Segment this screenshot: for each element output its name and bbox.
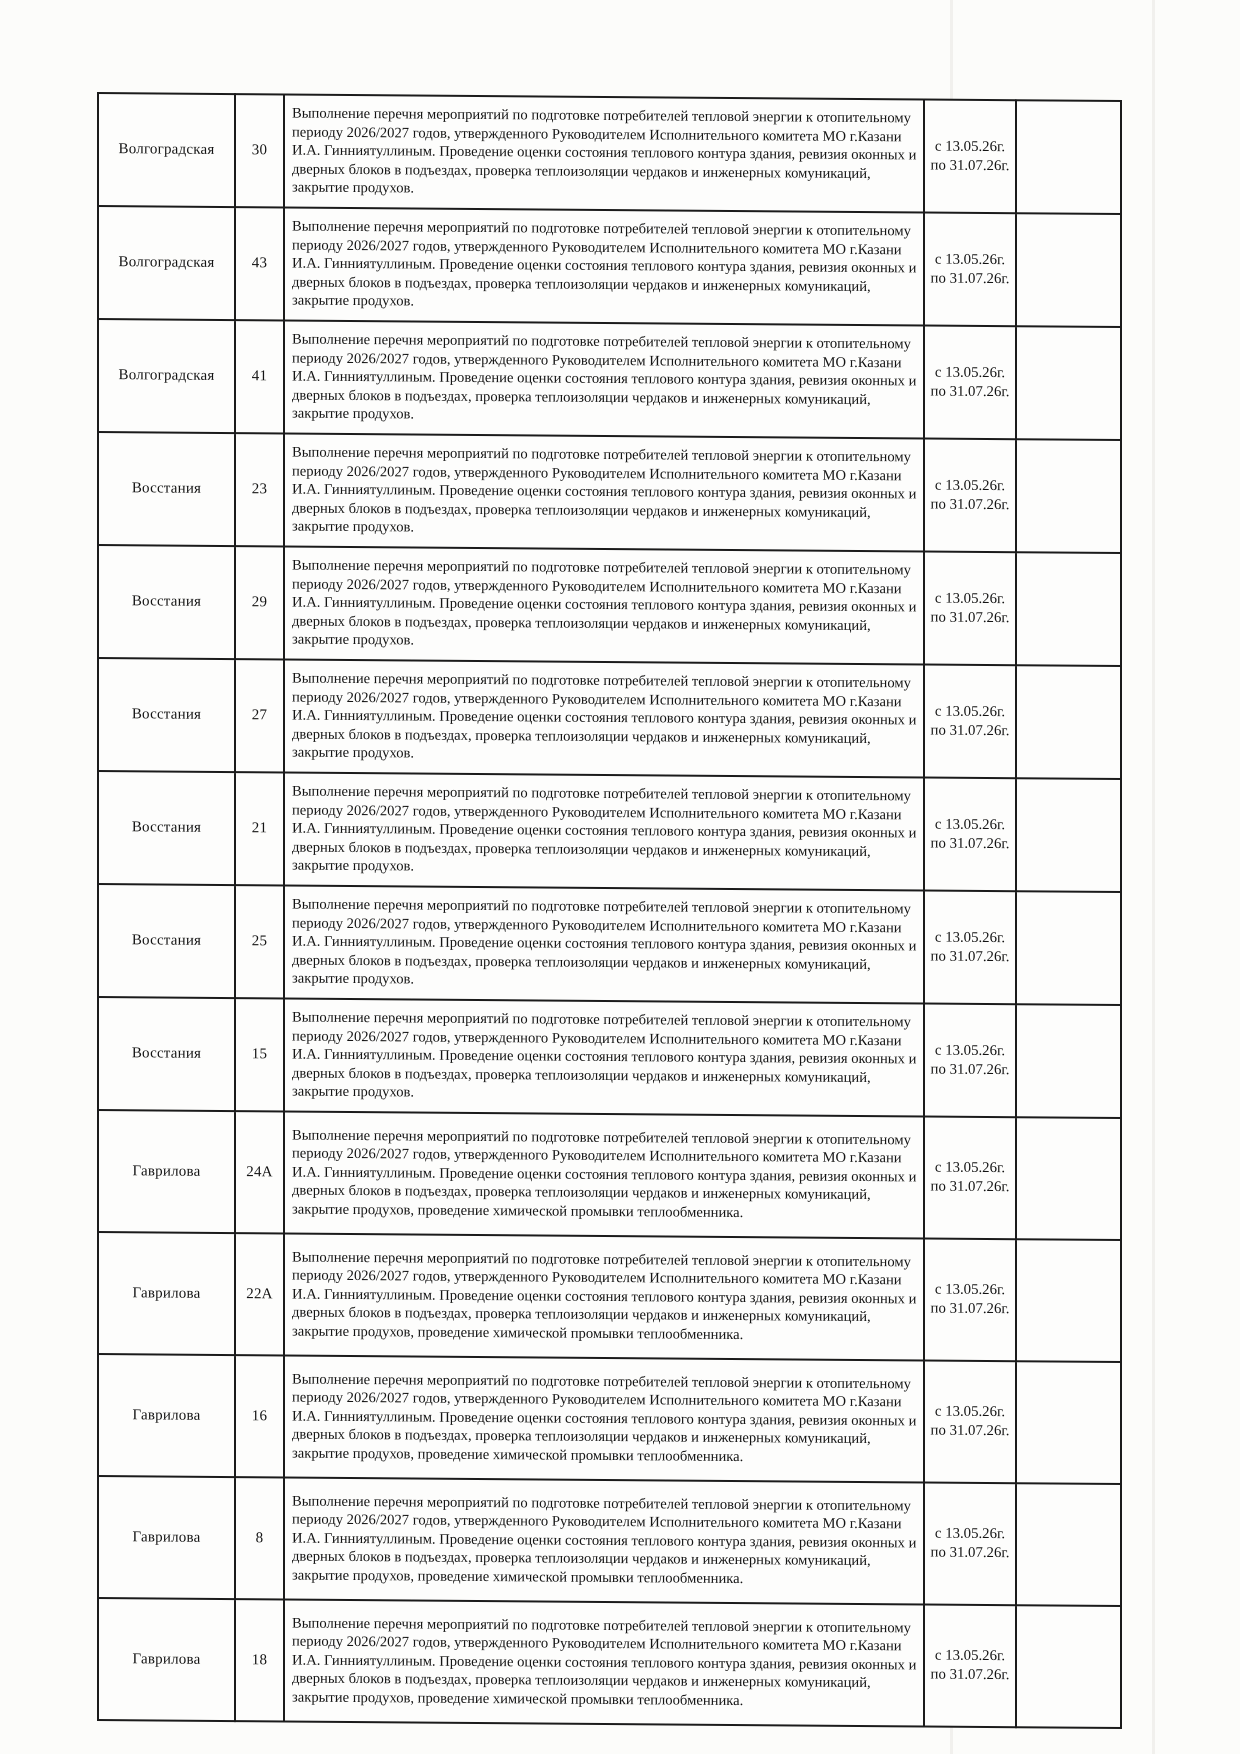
period-cell xyxy=(924,1116,1016,1239)
description-cell: Выполнение перечня мероприятий по подготовке потребителей тепловой энергии к отопительному периоду 2026/2027 годов, утвержденного Руководителем Исполнительного комитета МО г.Казани И.А. Гинниятуллиным. Проведение оценки состояния теплового контура здания, ревизия оконных и дверных блоков в подъездах, проверка теплоизоляции чердаков и инженерных комуникаций, закрытие продухов, проведение химической промывки теплообменника. xyxy=(284,1477,924,1604)
notes-cell xyxy=(1016,326,1121,440)
period-cell xyxy=(924,890,1016,1004)
house-number-cell: 23 xyxy=(235,433,284,546)
period-cell xyxy=(924,551,1016,665)
description-cell: Выполнение перечня мероприятий по подготовке потребителей тепловой энергии к отопительному периоду 2026/2027 годов, утвержденного Руководителем Исполнительного комитета МО г.Казани И.А. Гинниятуллиным. Проведение оценки состояния теплового контура здания, ревизия оконных и дверных блоков в подъездах, проверка теплоизоляции чердаков и инженерных комуникаций, закрытие продухов. xyxy=(284,546,924,664)
street-cell: Восстания xyxy=(98,658,235,772)
description-cell: Выполнение перечня мероприятий по подготовке потребителей тепловой энергии к отопительному периоду 2026/2027 годов, утвержденного Руководителем Исполнительного комитета МО г.Казани И.А. Гинниятуллиным. Проведение оценки состояния теплового контура здания, ревизия оконных и дверных блоков в подъездах, проверка теплоизоляции чердаков и инженерных комуникаций, закрытие продухов, проведение химической промывки теплообменника. xyxy=(284,1355,924,1482)
notes-cell xyxy=(1016,778,1121,892)
period-to: по 31.07.26г. xyxy=(930,1178,1010,1196)
description-cell: Выполнение перечня мероприятий по подготовке потребителей тепловой энергии к отопительному периоду 2026/2027 годов, утвержденного Руководителем Исполнительного комитета МО г.Казани И.А. Гинниятуллиным. Проведение оценки состояния теплового контура здания, ревизия оконных и дверных блоков в подъездах, проверка теплоизоляции чердаков и инженерных комуникаций, закрытие продухов. xyxy=(284,207,924,325)
street-cell: Гаврилова xyxy=(98,1354,235,1477)
period-cell xyxy=(924,1604,1016,1727)
description-cell: Выполнение перечня мероприятий по подготовке потребителей тепловой энергии к отопительному периоду 2026/2027 годов, утвержденного Руководителем Исполнительного комитета МО г.Казани И.А. Гинниятуллиным. Проведение оценки состояния теплового контура здания, ревизия оконных и дверных блоков в подъездах, проверка теплоизоляции чердаков и инженерных комуникаций, закрытие продухов. xyxy=(284,659,924,777)
description-cell: Выполнение перечня мероприятий по подготовке потребителей тепловой энергии к отопительному периоду 2026/2027 годов, утвержденного Руководителем Исполнительного комитета МО г.Казани И.А. Гинниятуллиным. Проведение оценки состояния теплового контура здания, ревизия оконных и дверных блоков в подъездах, проверка теплоизоляции чердаков и инженерных комуникаций, закрытие продухов. xyxy=(284,320,924,438)
period-from: с 13.05.26г. xyxy=(934,703,1006,720)
table-row xyxy=(98,93,1121,214)
period-to: по 31.07.26г. xyxy=(930,835,1010,852)
house-number-cell: 16 xyxy=(235,1355,284,1477)
period-from: с 13.05.26г. xyxy=(934,590,1006,607)
period-to: по 31.07.26г. xyxy=(930,948,1010,965)
period-to: по 31.07.26г. xyxy=(930,1544,1010,1562)
period-to: по 31.07.26г. xyxy=(930,270,1010,287)
period-from: с 13.05.26г. xyxy=(934,1159,1006,1177)
house-number-cell: 41 xyxy=(235,320,284,433)
notes-cell xyxy=(1016,552,1121,666)
period-cell xyxy=(924,1238,1016,1361)
table-row xyxy=(98,997,1121,1118)
period-cell xyxy=(924,212,1016,326)
period-cell xyxy=(924,1482,1016,1605)
period-to: по 31.07.26г. xyxy=(930,1422,1010,1440)
street-cell: Гаврилова xyxy=(98,1232,235,1355)
street-cell: Волгоградская xyxy=(98,93,235,207)
period-to: по 31.07.26г. xyxy=(930,609,1010,626)
period-cell xyxy=(924,325,1016,439)
table-row xyxy=(98,658,1121,779)
scan-streak-artifact xyxy=(1152,0,1155,1754)
period-cell xyxy=(924,438,1016,552)
table-row xyxy=(98,1354,1121,1484)
street-cell: Гаврилова xyxy=(98,1110,235,1233)
notes-cell xyxy=(1016,1004,1121,1118)
period-from: с 13.05.26г. xyxy=(934,1042,1006,1059)
period-from: с 13.05.26г. xyxy=(934,138,1006,155)
table-row xyxy=(98,319,1121,440)
table-row xyxy=(98,545,1121,666)
period-cell xyxy=(924,664,1016,778)
period-to: по 31.07.26г. xyxy=(930,496,1010,513)
period-from: с 13.05.26г. xyxy=(934,1525,1006,1543)
period-to: по 31.07.26г. xyxy=(930,722,1010,739)
table-row xyxy=(98,1598,1121,1728)
period-to: по 31.07.26г. xyxy=(930,1666,1010,1684)
house-number-cell: 8 xyxy=(235,1477,284,1599)
period-to: по 31.07.26г. xyxy=(930,157,1010,174)
street-cell: Восстания xyxy=(98,997,235,1111)
period-cell xyxy=(924,1360,1016,1483)
table-row xyxy=(98,1232,1121,1362)
notes-cell xyxy=(1016,891,1121,1005)
works-schedule-table xyxy=(97,92,1122,1729)
table-row xyxy=(98,771,1121,892)
notes-cell xyxy=(1016,100,1121,214)
street-cell: Восстания xyxy=(98,884,235,998)
description-cell: Выполнение перечня мероприятий по подготовке потребителей тепловой энергии к отопительному периоду 2026/2027 годов, утвержденного Руководителем Исполнительного комитета МО г.Казани И.А. Гинниятуллиным. Проведение оценки состояния теплового контура здания, ревизия оконных и дверных блоков в подъездах, проверка теплоизоляции чердаков и инженерных комуникаций, закрытие продухов. xyxy=(284,94,924,212)
notes-cell xyxy=(1016,1117,1121,1240)
house-number-cell: 27 xyxy=(235,659,284,772)
house-number-cell: 18 xyxy=(235,1599,284,1721)
period-to: по 31.07.26г. xyxy=(930,1061,1010,1078)
notes-cell xyxy=(1016,439,1121,553)
description-cell: Выполнение перечня мероприятий по подготовке потребителей тепловой энергии к отопительному периоду 2026/2027 годов, утвержденного Руководителем Исполнительного комитета МО г.Казани И.А. Гинниятуллиным. Проведение оценки состояния теплового контура здания, ревизия оконных и дверных блоков в подъездах, проверка теплоизоляции чердаков и инженерных комуникаций, закрытие продухов. xyxy=(284,433,924,551)
period-cell xyxy=(924,777,1016,891)
street-cell: Восстания xyxy=(98,432,235,546)
notes-cell xyxy=(1016,1239,1121,1362)
house-number-cell: 15 xyxy=(235,998,284,1111)
street-cell: Волгоградская xyxy=(98,206,235,320)
period-from: с 13.05.26г. xyxy=(934,477,1006,494)
notes-cell xyxy=(1016,1483,1121,1606)
notes-cell xyxy=(1016,213,1121,327)
description-cell: Выполнение перечня мероприятий по подготовке потребителей тепловой энергии к отопительному периоду 2026/2027 годов, утвержденного Руководителем Исполнительного комитета МО г.Казани И.А. Гинниятуллиным. Проведение оценки состояния теплового контура здания, ревизия оконных и дверных блоков в подъездах, проверка теплоизоляции чердаков и инженерных комуникаций, закрытие продухов. xyxy=(284,998,924,1116)
table-row xyxy=(98,206,1121,327)
description-cell: Выполнение перечня мероприятий по подготовке потребителей тепловой энергии к отопительному периоду 2026/2027 годов, утвержденного Руководителем Исполнительного комитета МО г.Казани И.А. Гинниятуллиным. Проведение оценки состояния теплового контура здания, ревизия оконных и дверных блоков в подъездах, проверка теплоизоляции чердаков и инженерных комуникаций, закрытие продухов. xyxy=(284,772,924,890)
description-cell: Выполнение перечня мероприятий по подготовке потребителей тепловой энергии к отопительному периоду 2026/2027 годов, утвержденного Руководителем Исполнительного комитета МО г.Казани И.А. Гинниятуллиным. Проведение оценки состояния теплового контура здания, ревизия оконных и дверных блоков в подъездах, проверка теплоизоляции чердаков и инженерных комуникаций, закрытие продухов. xyxy=(284,885,924,1003)
notes-cell xyxy=(1016,1361,1121,1484)
description-cell: Выполнение перечня мероприятий по подготовке потребителей тепловой энергии к отопительному периоду 2026/2027 годов, утвержденного Руководителем Исполнительного комитета МО г.Казани И.А. Гинниятуллиным. Проведение оценки состояния теплового контура здания, ревизия оконных и дверных блоков в подъездах, проверка теплоизоляции чердаков и инженерных комуникаций, закрытие продухов, проведение химической промывки теплообменника. xyxy=(284,1599,924,1726)
table-row xyxy=(98,1476,1121,1606)
period-to: по 31.07.26г. xyxy=(930,1300,1010,1318)
table-row xyxy=(98,1110,1121,1240)
street-cell: Восстания xyxy=(98,545,235,659)
period-from: с 13.05.26г. xyxy=(934,1647,1006,1665)
street-cell: Гаврилова xyxy=(98,1598,235,1721)
period-from: с 13.05.26г. xyxy=(934,929,1006,946)
notes-cell xyxy=(1016,1605,1121,1728)
house-number-cell: 29 xyxy=(235,546,284,659)
street-cell: Гаврилова xyxy=(98,1476,235,1599)
period-from: с 13.05.26г. xyxy=(934,251,1006,268)
house-number-cell: 25 xyxy=(235,885,284,998)
street-cell: Волгоградская xyxy=(98,319,235,433)
period-cell xyxy=(924,99,1016,213)
period-from: с 13.05.26г. xyxy=(934,364,1006,381)
street-cell: Восстания xyxy=(98,771,235,885)
period-from: с 13.05.26г. xyxy=(934,816,1006,833)
table-row xyxy=(98,432,1121,553)
table-body xyxy=(98,93,1121,1728)
works-schedule-table-wrap xyxy=(97,92,1122,1729)
period-from: с 13.05.26г. xyxy=(934,1281,1006,1299)
table-row xyxy=(98,884,1121,1005)
period-to: по 31.07.26г. xyxy=(930,383,1010,400)
house-number-cell: 21 xyxy=(235,772,284,885)
house-number-cell: 43 xyxy=(235,207,284,320)
description-cell: Выполнение перечня мероприятий по подготовке потребителей тепловой энергии к отопительному периоду 2026/2027 годов, утвержденного Руководителем Исполнительного комитета МО г.Казани И.А. Гинниятуллиным. Проведение оценки состояния теплового контура здания, ревизия оконных и дверных блоков в подъездах, проверка теплоизоляции чердаков и инженерных комуникаций, закрытие продухов, проведение химической промывки теплообменника. xyxy=(284,1233,924,1360)
description-cell: Выполнение перечня мероприятий по подготовке потребителей тепловой энергии к отопительному периоду 2026/2027 годов, утвержденного Руководителем Исполнительного комитета МО г.Казани И.А. Гинниятуллиным. Проведение оценки состояния теплового контура здания, ревизия оконных и дверных блоков в подъездах, проверка теплоизоляции чердаков и инженерных комуникаций, закрытие продухов, проведение химической промывки теплообменника. xyxy=(284,1111,924,1238)
house-number-cell: 22А xyxy=(235,1233,284,1355)
house-number-cell: 24А xyxy=(235,1111,284,1233)
notes-cell xyxy=(1016,665,1121,779)
period-cell xyxy=(924,1003,1016,1117)
period-from: с 13.05.26г. xyxy=(934,1403,1006,1421)
house-number-cell: 30 xyxy=(235,94,284,207)
